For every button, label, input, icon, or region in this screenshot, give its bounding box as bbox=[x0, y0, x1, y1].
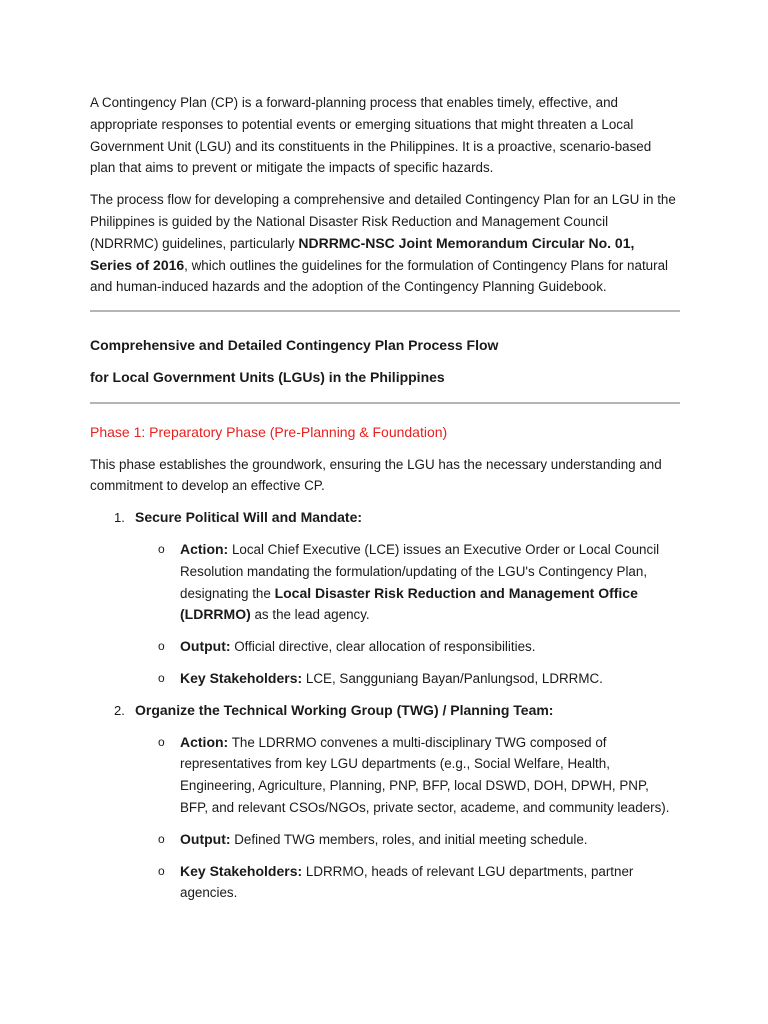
bullet-marker: o bbox=[158, 734, 165, 749]
intro-paragraph-2 bbox=[90, 189, 680, 298]
stakeholders-text: LDRRMO, heads of relevant LGU departments, partner agencies. bbox=[180, 863, 634, 901]
intro-paragraph-1: A Contingency Plan (CP) is a forward-planning process that enables timely, effective, and appropriate responses to potential events or emerging situations that might threaten a Local Government Unit (LGU) and its constituents in the Philippines. It is a proactive, scenario-based plan that aims to prevent or mitigate the impacts of specific hazards. bbox=[90, 95, 652, 176]
list-number-2: 2. bbox=[114, 702, 125, 718]
action-label: Action: bbox=[180, 733, 229, 750]
intro-p2-text-a: The process flow for developing a comprehensive and detailed Contingency Plan for an LGU in the Philippines is guided by the National Disaster Risk Reduction and Management Council (NDRRMC) guidelines, particularly bbox=[90, 192, 676, 251]
item-1-output-bullet bbox=[90, 636, 680, 658]
ldrrmo-reference: Local Disaster Risk Reduction and Management Office (LDRRMO) bbox=[180, 584, 638, 623]
bullet-marker: o bbox=[158, 639, 165, 654]
output-text: Defined TWG members, roles, and initial meeting schedule. bbox=[230, 831, 588, 847]
item-2-output-bullet bbox=[90, 829, 680, 851]
document-title-line-1: Comprehensive and Detailed Contingency Plan Process Flow bbox=[90, 337, 499, 354]
horizontal-divider-top bbox=[90, 310, 680, 312]
list-item-1 bbox=[90, 507, 680, 529]
list-item-1-title: Secure Political Will and Mandate: bbox=[135, 509, 363, 526]
horizontal-divider-bottom bbox=[90, 402, 680, 404]
item-1-stakeholders-bullet bbox=[90, 668, 680, 690]
item-2-action-bullet bbox=[90, 732, 680, 819]
phase-1-heading: Phase 1: Preparatory Phase (Pre-Planning & Foundation) bbox=[90, 423, 448, 440]
item-1-action-bullet bbox=[90, 539, 680, 626]
list-item-2-title: Organize the Technical Working Group (TWG) / Planning Team: bbox=[135, 701, 554, 718]
memorandum-circular-reference: NDRRMC-NSC Joint Memorandum Circular No. 01, Series of 2016 bbox=[90, 234, 635, 273]
action-text-a: Local Chief Executive (LCE) issues an Executive Order or Local Council Resolution mandating the formulation/updating of the LGU's Contingency Plan, designating the bbox=[180, 541, 660, 601]
phase-1-intro: This phase establishes the groundwork, ensuring the LGU has the necessary understanding and commitment to develop an effective CP. bbox=[90, 456, 662, 494]
list-number-1: 1. bbox=[114, 510, 125, 526]
intro-p2-text-b: , which outlines the guidelines for the formulation of Contingency Plans for natural and human-induced hazards and the adoption of the Contingency Planning Guidebook. bbox=[90, 257, 669, 295]
output-label: Output: bbox=[180, 830, 231, 847]
bullet-marker: o bbox=[158, 541, 165, 556]
item-2-stakeholders-bullet bbox=[90, 861, 680, 905]
action-text: The LDRRMO convenes a multi-disciplinary TWG composed of representatives from key LGU departments (e.g., Social Welfare, Health, Engineering, Agriculture, Planning, PNP, BFP, local DSWD, DOH, DPWH, PNP, BFP, and relevant CSOs/NGOs, private sector, academe, and community leaders). bbox=[180, 734, 670, 815]
action-text-b: as the lead agency. bbox=[250, 607, 370, 623]
stakeholders-text: LCE, Sangguniang Bayan/Panlungsod, LDRRMC. bbox=[302, 670, 603, 686]
action-label: Action: bbox=[180, 540, 229, 557]
bullet-marker: o bbox=[158, 670, 165, 685]
list-item-2 bbox=[90, 700, 680, 722]
bullet-marker: o bbox=[158, 863, 165, 878]
output-text: Official directive, clear allocation of responsibilities. bbox=[230, 639, 536, 655]
stakeholders-label: Key Stakeholders: bbox=[180, 669, 303, 686]
document-body bbox=[90, 92, 680, 904]
stakeholders-label: Key Stakeholders: bbox=[180, 862, 303, 879]
output-label: Output: bbox=[180, 638, 231, 655]
document-title-line-2: for Local Government Units (LGUs) in the Philippines bbox=[90, 368, 445, 385]
bullet-marker: o bbox=[158, 831, 165, 846]
